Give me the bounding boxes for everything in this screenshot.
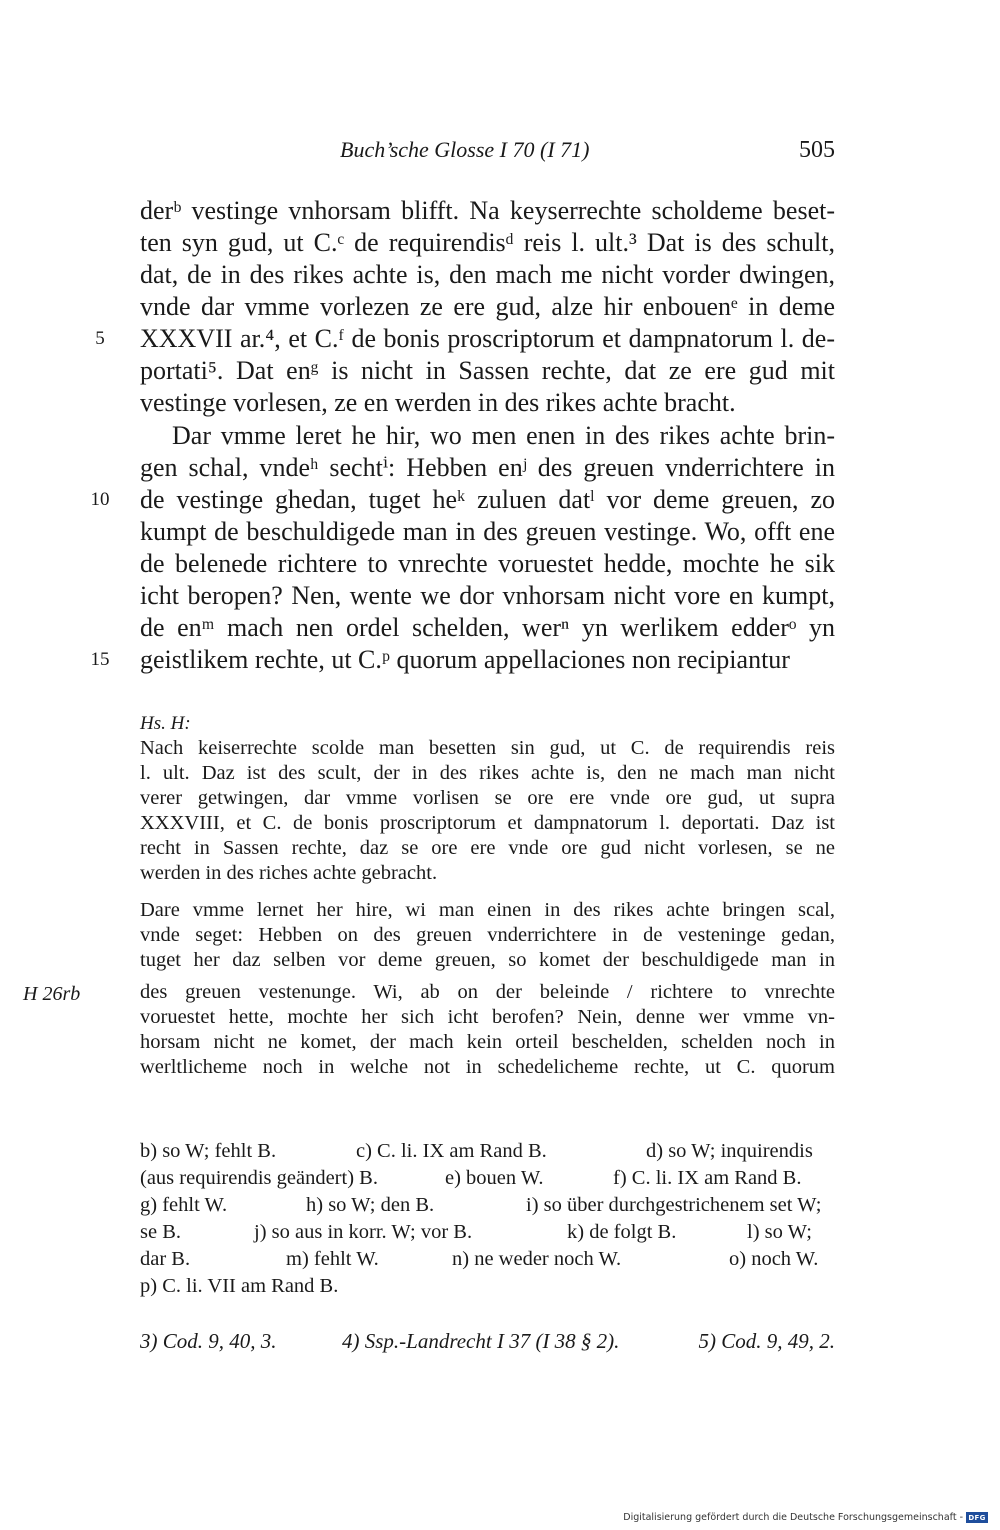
hs-line-13: werltlicheme noch in welche not in schedelicheme rechte, ut C. quorum xyxy=(140,1056,835,1078)
line-number-5: 5 xyxy=(95,328,105,349)
hs-line-6: werden in des riches achte gebracht. xyxy=(140,862,438,884)
main-line-15: geistlikem rechte, ut C.ᵖ quorum appellaciones non recipiantur xyxy=(140,645,790,674)
running-title: Buch’sche Glosse I 70 (I 71) xyxy=(340,137,590,162)
main-line-9: gen schal, vndeʰ sechtⁱ: Hebben enʲ des greuen vnderrichtere in xyxy=(140,453,835,482)
apparatus-line-6 xyxy=(140,1273,835,1300)
hs-line-8: vnde seget: Hebben on des greuen vnderrichtere in de vesteninge gedan, xyxy=(140,924,835,946)
hs-h-label: Hs. H: xyxy=(140,713,191,734)
apparatus-note: k) de folgt B. xyxy=(567,1221,677,1243)
dfg-logo-icon: DFG xyxy=(966,1512,988,1523)
apparatus-line-3 xyxy=(140,1192,835,1219)
apparatus-note: i) so über durchgestrichenem set W; xyxy=(526,1194,822,1216)
footer-text: Digitalisierung gefördert durch die Deutsche Forschungsgemeinschaft - xyxy=(623,1512,963,1523)
line-number-15: 15 xyxy=(90,649,110,670)
apparatus-line-2 xyxy=(140,1165,835,1192)
main-line-5: XXXVII ar.⁴, et C.ᶠ de bonis proscriptorum et dampnatorum l. de- xyxy=(140,324,835,353)
apparatus-note: f) C. li. IX am Rand B. xyxy=(613,1167,802,1189)
apparatus-note: j) so aus in korr. W; vor B. xyxy=(254,1221,473,1243)
main-line-13: icht beropen? Nen, wente we dor vnhorsam nicht vore en kumpt, xyxy=(140,581,835,610)
apparatus-note: m) fehlt W. xyxy=(286,1248,379,1270)
apparatus-note: h) so W; den B. xyxy=(306,1194,435,1216)
main-line-3: dat, de in des rikes achte is, den mach me nicht vorder dwingen, xyxy=(140,260,835,289)
apparatus-note: dar B. xyxy=(140,1248,191,1270)
hs-line-11: voruestet hette, mochte her sich icht berofen? Nein, denne wer vmme vn- xyxy=(140,1006,835,1028)
apparatus-line-5 xyxy=(140,1246,835,1273)
apparatus-note: p) C. li. VII am Rand B. xyxy=(140,1275,339,1297)
main-line-14: de enᵐ mach nen ordel schelden, werⁿ yn werlikem edderᵒ yn xyxy=(140,613,835,642)
margin-note: H 26rb xyxy=(23,983,81,1005)
hs-line-10: des greuen vestenunge. Wi, ab on der beleinde / richtere to vnrechte xyxy=(140,981,835,1003)
apparatus-note: b) so W; fehlt B. xyxy=(140,1140,277,1162)
reference-4: 4) Ssp.-Landrecht I 37 (I 38 § 2). xyxy=(342,1329,620,1353)
main-line-2: ten syn gud, ut C.ᶜ de requirendisᵈ reis l. ult.³ Dat is des schult, xyxy=(140,228,835,257)
hs-line-3: verer getwingen, dar vmme vorlisen se ore ere vnde ore gud, ut supra xyxy=(140,787,835,809)
main-line-10: de vestinge ghedan, tuget heᵏ zuluen datˡ vor deme greuen, zo xyxy=(140,485,835,514)
page-number: 505 xyxy=(799,137,835,163)
dfg-footer xyxy=(623,1512,988,1523)
apparatus-note: n) ne weder noch W. xyxy=(452,1248,622,1270)
main-line-1: derᵇ vestinge vnhorsam blifft. Na keyserrechte scholdeme beset- xyxy=(140,196,835,225)
main-line-8: Dar vmme leret he hir, wo men enen in des rikes achte brin- xyxy=(172,421,835,450)
hs-line-1: Nach keiserrechte scolde man besetten sin gud, ut C. de requirendis reis xyxy=(140,737,835,759)
main-line-4: vnde dar vmme vorlezen ze ere gud, alze hir enbouenᵉ in deme xyxy=(140,292,835,321)
apparatus-note: c) C. li. IX am Rand B. xyxy=(356,1140,547,1162)
apparatus-line-1 xyxy=(140,1138,835,1165)
apparatus-note: (aus requirendis geändert) B. xyxy=(140,1167,378,1189)
hs-line-5: recht in Sassen rechte, daz se ore ere vnde ore gud nicht vorlesen, se ne xyxy=(140,837,835,859)
apparatus-note: o) noch W. xyxy=(729,1248,819,1270)
apparatus-note: l) so W; xyxy=(747,1221,812,1243)
hs-line-7: Dare vmme lernet her hire, wi man einen in des rikes achte bringen scal, xyxy=(140,899,835,921)
hs-line-9: tuget her daz selben vor deme greuen, so komet der beschuldigede man in xyxy=(140,949,835,971)
apparatus-note: g) fehlt W. xyxy=(140,1194,228,1216)
apparatus-note: se B. xyxy=(140,1221,181,1243)
line-number-10: 10 xyxy=(90,489,110,510)
running-head xyxy=(140,137,835,169)
main-line-6: portati⁵. Dat enᵍ is nicht in Sassen rechte, dat ze ere gud mit xyxy=(140,356,835,385)
apparatus-note: d) so W; inquirendis xyxy=(646,1140,813,1162)
apparatus-line-4 xyxy=(140,1219,835,1246)
hs-line-12: horsam nicht ne komet, der mach kein orteil beschelden, schelden noch in xyxy=(140,1031,835,1053)
main-line-7: vestinge vorlesen, ze en werden in des rikes achte bracht. xyxy=(140,388,736,417)
reference-3: 3) Cod. 9, 40, 3. xyxy=(140,1329,277,1353)
hs-line-4: XXXVIII, et C. de bonis proscriptorum et dampnatorum l. deportati. Daz ist xyxy=(140,812,835,834)
apparatus-note: e) bouen W. xyxy=(445,1167,544,1189)
main-line-11: kumpt de beschuldigede man in des greuen vestinge. Wo, offt ene xyxy=(140,517,835,546)
main-line-12: de belenede richtere to vnrechte voruestet hedde, mochte he sik xyxy=(140,549,835,578)
reference-5: 5) Cod. 9, 49, 2. xyxy=(698,1329,835,1353)
hs-line-2: l. ult. Daz ist des scult, der in des rikes achte is, den ne mach man nicht xyxy=(140,762,835,784)
